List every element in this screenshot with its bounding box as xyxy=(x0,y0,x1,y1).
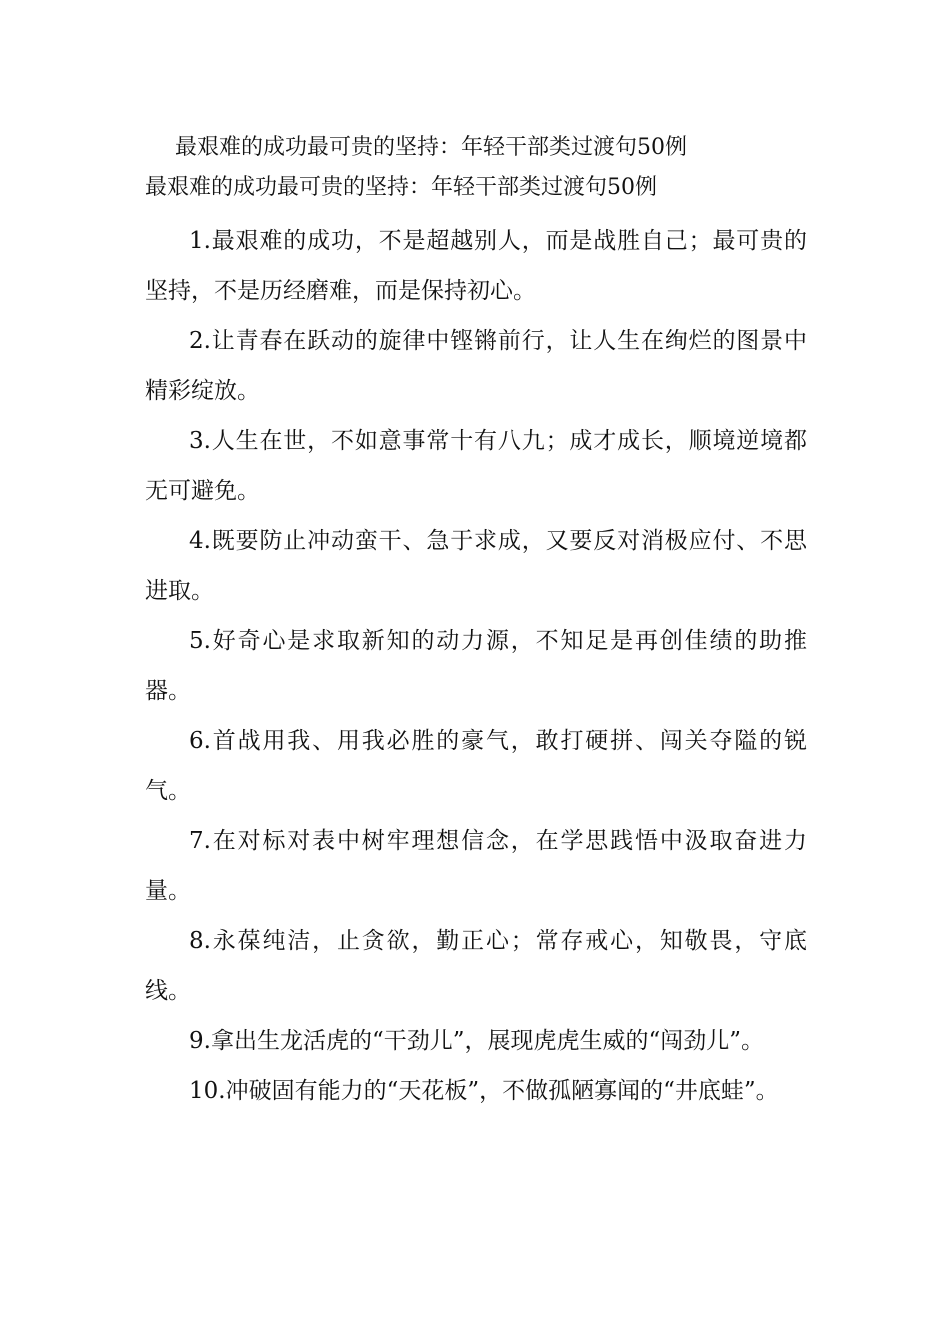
list-item: 3.人生在世，不如意事常十有八九；成才成长，顺境逆境都无可避免。 xyxy=(145,428,807,504)
list-item: 2.让青春在跃动的旋律中铿锵前行，让人生在绚烂的图景中精彩绽放。 xyxy=(145,328,807,404)
list-item: 4.既要防止冲动蛮干、急于求成，又要反对消极应付、不思进取。 xyxy=(145,528,807,604)
list-item: 1.最艰难的成功，不是超越别人，而是战胜自己；最可贵的坚持，不是历经磨难，而是保持初心。 xyxy=(145,228,807,304)
list-item: 7.在对标对表中树牢理想信念，在学思践悟中汲取奋进力量。 xyxy=(145,828,807,904)
document-title: 最艰难的成功最可贵的坚持：年轻干部类过渡句50例 xyxy=(175,135,687,160)
list-item: 9.拿出生龙活虎的“干劲儿”，展现虎虎生威的“闯劲儿”。 xyxy=(189,1028,764,1054)
list-item: 5.好奇心是求取新知的动力源，不知足是再创佳绩的助推器。 xyxy=(145,628,807,704)
document-subtitle: 最艰难的成功最可贵的坚持：年轻干部类过渡句50例 xyxy=(145,175,657,200)
list-item: 8.永葆纯洁，止贪欲，勤正心；常存戒心，知敬畏，守底线。 xyxy=(145,928,807,1004)
sentence-list xyxy=(145,216,807,1116)
document-page xyxy=(145,128,807,1116)
list-item: 10.冲破固有能力的“天花板”，不做孤陋寡闻的“井底蛙”。 xyxy=(189,1078,779,1104)
list-item: 6.首战用我、用我必胜的豪气，敢打硬拼、闯关夺隘的锐气。 xyxy=(145,728,807,804)
